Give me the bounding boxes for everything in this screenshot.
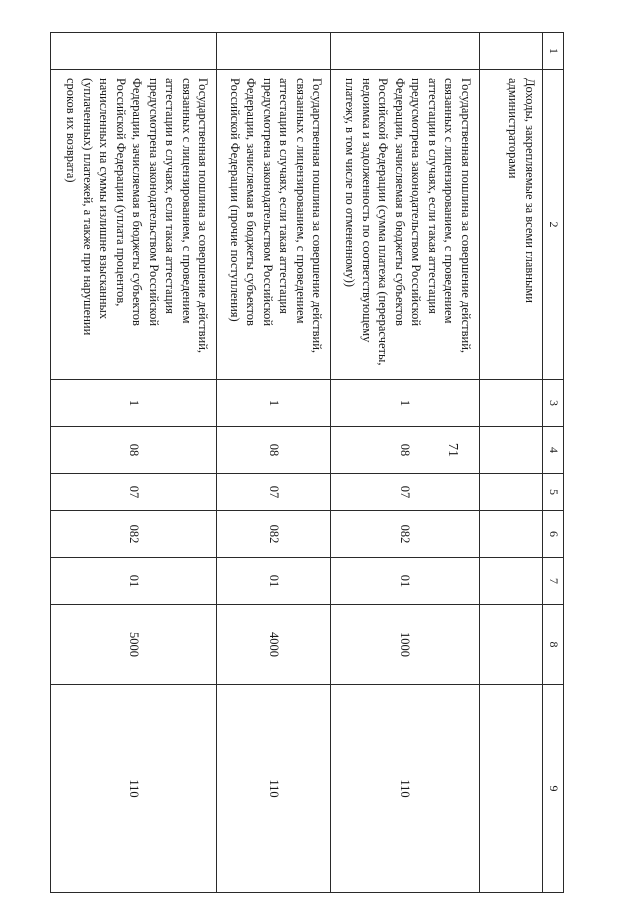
col-header-9: 9	[543, 685, 564, 893]
col-header-6: 6	[543, 511, 564, 558]
row-description: Государственная пошлина за совершение действий, связанных с лицензированием, с проведением аттестации в случаях, если такая аттестация предусмотрена законодательством Российской Федерации, зачисляемая в бюджеты субъектов Российской Федерации (уплата процентов, начисленных на суммы излишне взысканных (уплаченных) платежей, а также при нарушении сроков их возврата)	[51, 70, 217, 380]
row-cell-1	[217, 33, 331, 70]
col-header-8: 8	[543, 605, 564, 685]
row-code-3: 1	[51, 380, 217, 427]
row-code-8: 4000	[217, 605, 331, 685]
row-code-3: 1	[217, 380, 331, 427]
row-code-6: 082	[331, 511, 480, 558]
row-code-7: 01	[217, 558, 331, 605]
row-code-5: 07	[51, 474, 217, 511]
row-code-5: 07	[217, 474, 331, 511]
row-code-7: 01	[51, 558, 217, 605]
col-header-5: 5	[543, 474, 564, 511]
col-header-7: 7	[543, 558, 564, 605]
row-code-4: 08	[51, 427, 217, 474]
row-code-9: 110	[51, 685, 217, 893]
section-cell-6	[480, 511, 543, 558]
col-header-1: 1	[543, 33, 564, 70]
row-description: Государственная пошлина за совершение действий, связанных с лицензированием, с проведением аттестации в случаях, если такая аттестация предусмотрена законодательством Российской Федерации, зачисляемая в бюджеты субъектов Российской Федерации (сумма платежа (перерасчеты, недоимка и задолженность по соответствующему платежу, в том числе по отмененному))	[331, 70, 480, 380]
row-cell-1	[51, 33, 217, 70]
row-code-6: 082	[217, 511, 331, 558]
row-code-4: 08	[331, 427, 480, 474]
row-code-7: 01	[331, 558, 480, 605]
row-code-5: 07	[331, 474, 480, 511]
row-code-6: 082	[51, 511, 217, 558]
col-header-3: 3	[543, 380, 564, 427]
row-code-9: 110	[217, 685, 331, 893]
section-cell-8	[480, 605, 543, 685]
rotated-page-content	[50, 32, 564, 892]
header-row	[543, 33, 564, 893]
section-cell-1	[480, 33, 543, 70]
row-cell-1	[331, 33, 480, 70]
row-code-4: 08	[217, 427, 331, 474]
section-row	[480, 33, 543, 893]
section-title: Доходы, закрепляемые за всеми главными администраторами	[480, 70, 543, 380]
page-number: 71	[445, 443, 460, 457]
row-description: Государственная пошлина за совершение действий, связанных с лицензированием, с проведением аттестации в случаях, если такая аттестация предусмотрена законодательством Российской Федерации, зачисляемая в бюджеты субъектов Российской Федерации (прочие поступления)	[217, 70, 331, 380]
table-row	[51, 33, 217, 893]
section-cell-5	[480, 474, 543, 511]
col-header-4: 4	[543, 427, 564, 474]
row-code-3: 1	[331, 380, 480, 427]
section-cell-3	[480, 380, 543, 427]
budget-codes-table	[50, 32, 564, 893]
section-cell-7	[480, 558, 543, 605]
section-cell-9	[480, 685, 543, 893]
row-code-8: 1000	[331, 605, 480, 685]
table-row	[217, 33, 331, 893]
row-code-8: 5000	[51, 605, 217, 685]
section-cell-4	[480, 427, 543, 474]
table-row	[331, 33, 480, 893]
row-code-9: 110	[331, 685, 480, 893]
col-header-2: 2	[543, 70, 564, 380]
